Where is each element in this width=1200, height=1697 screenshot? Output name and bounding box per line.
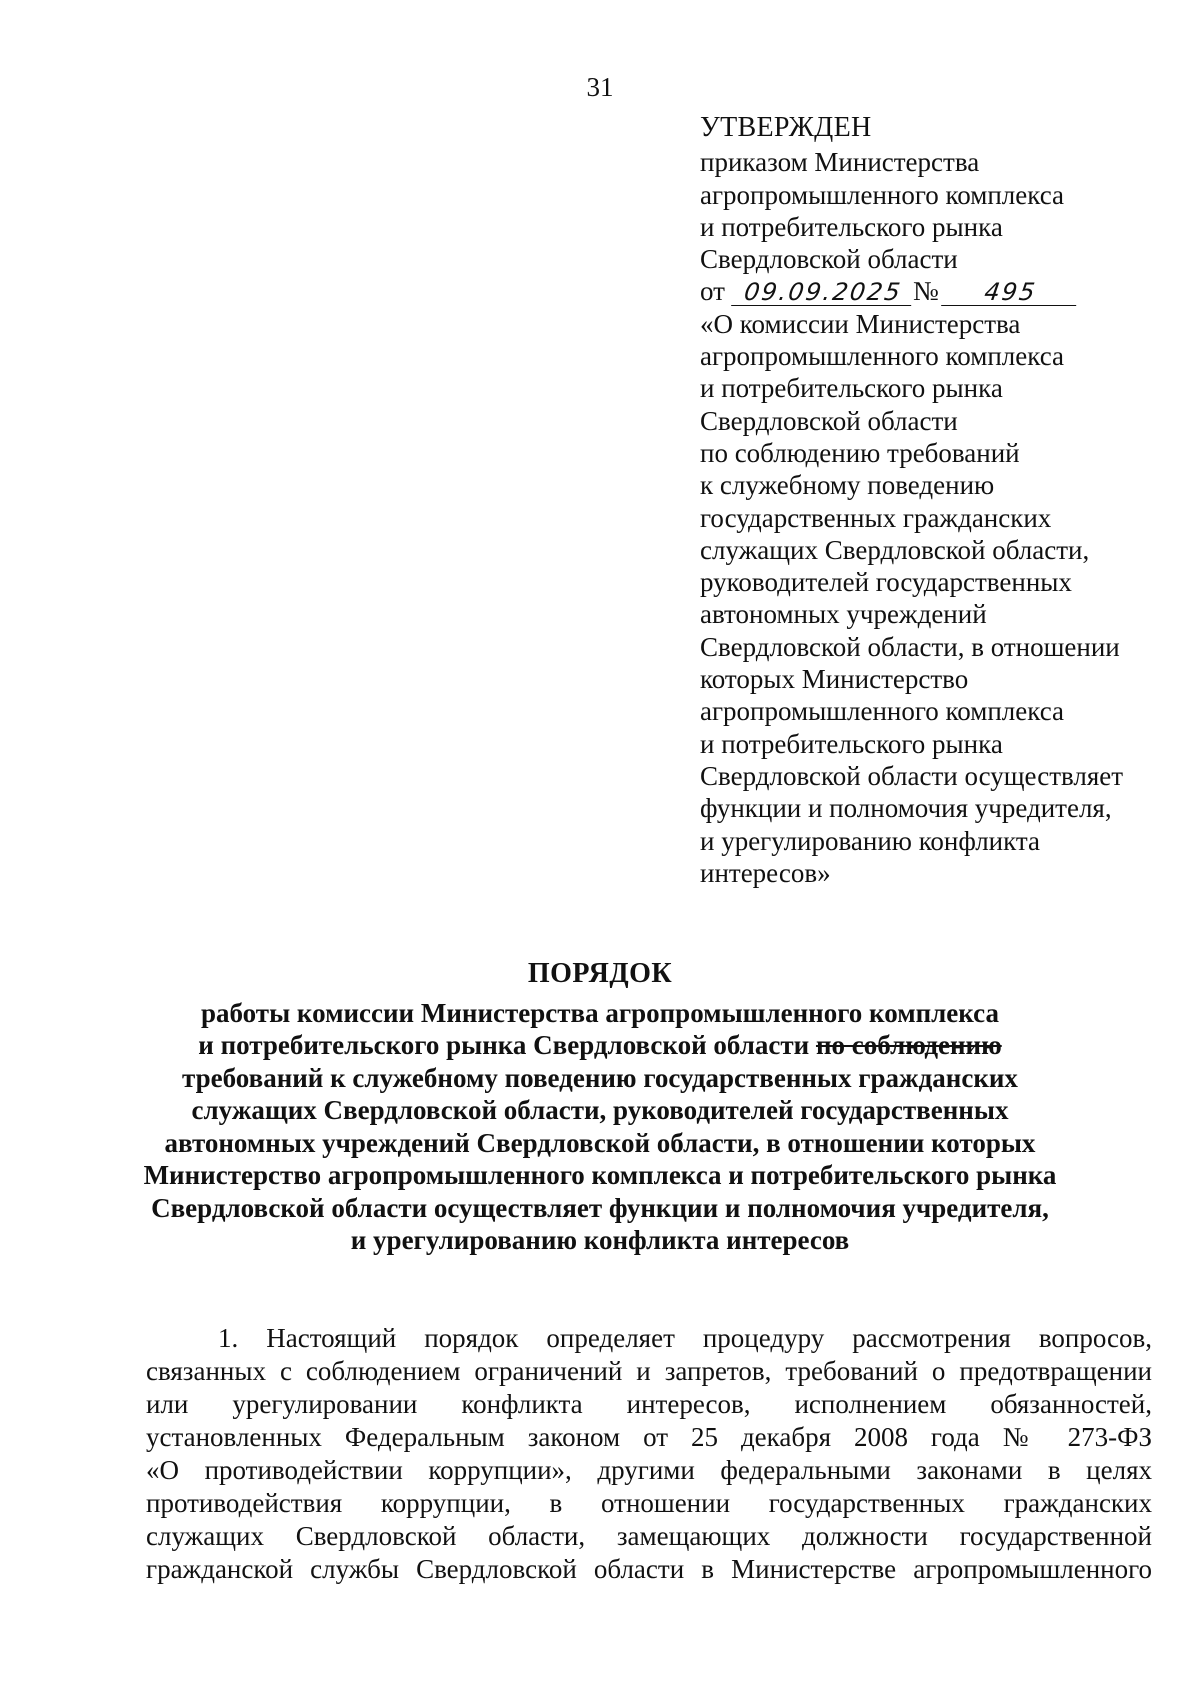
approval-line: и потребительского рынка	[700, 211, 1003, 242]
approval-line: интересов»	[700, 857, 831, 888]
approval-heading: УТВЕРЖДЕН	[700, 112, 872, 143]
number-sign: №	[912, 276, 939, 307]
title-line: служащих Свердловской области, руководителей государственных	[191, 1095, 1009, 1125]
paragraph-1	[146, 1322, 1152, 1586]
approval-line: приказом Министерства	[700, 147, 980, 178]
date-prefix: от	[700, 276, 725, 307]
approval-line: государственных гражданских	[700, 502, 1052, 533]
page-number: 31	[586, 72, 614, 102]
title-line: Свердловской области осуществляет функции и полномочия учредителя,	[151, 1192, 1049, 1223]
title-line: автономных учреждений Свердловской области, в отношении которых	[164, 1127, 1036, 1158]
handwritten-date: 09.09.2025	[731, 279, 915, 306]
approval-line: и потребительского рынка	[700, 728, 1003, 759]
approval-line: и урегулированию конфликта	[700, 825, 1041, 856]
title-line-part: и потребительского рынка Свердловской области	[198, 1030, 816, 1060]
body-line: 1. Настоящий порядок определяет процедуру рассмотрения вопросов,	[218, 1323, 1152, 1353]
title-line: и урегулированию конфликта интересов	[350, 1225, 850, 1255]
approval-line: Свердловской области осуществляет	[700, 760, 1124, 791]
handwritten-number: 495	[941, 279, 1080, 306]
title-line: Министерство агропромышленного комплекса и потребительского рынка	[143, 1160, 1057, 1190]
approval-line: «О комиссии Министерства	[700, 308, 1021, 339]
approval-date-line	[700, 275, 1170, 307]
approval-line: и потребительского рынка	[700, 373, 1003, 404]
approval-line: к служебному поведению	[700, 470, 995, 501]
title-line: работы комиссии Министерства агропромышленного комплекса	[201, 997, 999, 1028]
struck-through-text: по соблюдению	[815, 1030, 1002, 1060]
body-line: «О противодействии коррупции», другими федеральными законами в целях	[146, 1455, 1152, 1485]
approval-line: агропромышленного комплекса	[700, 696, 1064, 727]
approval-line: Свердловской области	[700, 405, 958, 436]
document-title	[0, 958, 1200, 1257]
approval-line: Свердловской области	[700, 244, 958, 275]
approval-line: агропромышленного комплекса	[700, 341, 1064, 372]
body-line: противодействия коррупции, в отношении государственных гражданских	[146, 1488, 1152, 1518]
title-line	[0, 1029, 1200, 1062]
approval-line: агропромышленного комплекса	[700, 179, 1064, 210]
body-line: гражданской службы Свердловской области в Министерстве агропромышленного	[146, 1554, 1152, 1584]
approval-line: функции и полномочия учредителя,	[700, 793, 1112, 824]
body-line: связанных с соблюдением ограничений и запретов, требований о предотвращении	[146, 1356, 1152, 1386]
approval-line: по соблюдению требований	[700, 437, 1020, 468]
approval-line: автономных учреждений	[700, 599, 987, 630]
approval-stamp-block	[700, 112, 1170, 889]
body-line: служащих Свердловской области, замещающих должности государственной	[146, 1521, 1152, 1551]
approval-line: служащих Свердловской области,	[700, 534, 1090, 565]
approval-line: руководителей государственных	[700, 567, 1072, 598]
approval-line: которых Министерство	[700, 664, 969, 695]
body-line: установленных Федеральным законом от 25 декабря 2008 года № 273-ФЗ	[146, 1422, 1152, 1452]
document-type-heading: ПОРЯДОК	[527, 958, 673, 989]
body-line: или урегулировании конфликта интересов, исполнением обязанностей,	[146, 1389, 1152, 1419]
approval-line: Свердловской области, в отношении	[700, 631, 1120, 662]
title-line: требований к служебному поведению государственных гражданских	[182, 1062, 1018, 1093]
